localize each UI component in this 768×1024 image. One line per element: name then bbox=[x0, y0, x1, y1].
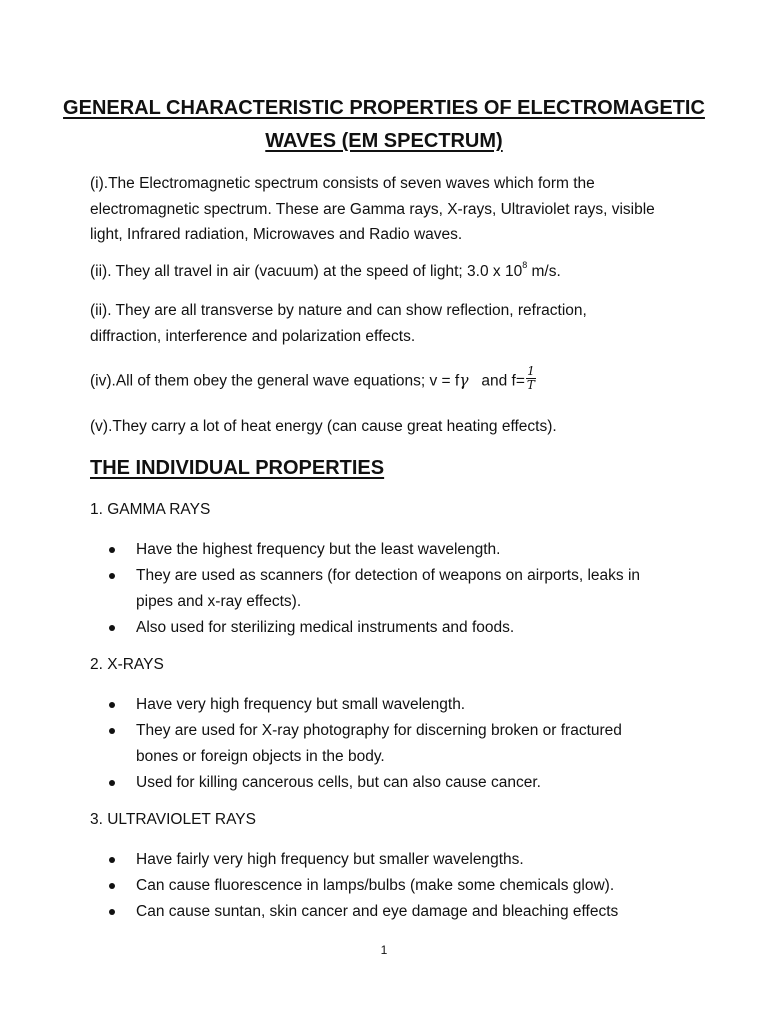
text-line: Have fairly very high frequency but smaller wavelengths. bbox=[136, 851, 524, 868]
bullet-list-gamma bbox=[109, 537, 679, 641]
bullet-icon bbox=[109, 547, 115, 553]
gamma-symbol: γ bbox=[459, 371, 469, 390]
paragraph-speed-of-light bbox=[90, 259, 690, 285]
paragraph-spectrum-intro bbox=[90, 171, 690, 248]
bullet-icon bbox=[109, 625, 115, 631]
text-line: pipes and x-ray effects). bbox=[136, 593, 302, 610]
bullet-icon bbox=[109, 909, 115, 915]
paragraph-heat-energy bbox=[90, 414, 690, 440]
list-item bbox=[109, 899, 679, 925]
list-item bbox=[109, 615, 679, 641]
list-item bbox=[109, 563, 679, 615]
text-line: Used for killing cancerous cells, but can also cause cancer. bbox=[136, 774, 541, 791]
equation-text-2: and f= bbox=[468, 372, 525, 390]
text-line: Can cause suntan, skin cancer and eye damage and bleaching effects bbox=[136, 903, 619, 920]
bullet-list-ultraviolet bbox=[109, 847, 679, 925]
text-line: Have the highest frequency but the least wavelength. bbox=[136, 541, 501, 558]
bullet-list-xrays bbox=[109, 692, 679, 796]
section-title-gamma: 1. GAMMA RAYS bbox=[90, 501, 211, 518]
text-line: (ii). They are all transverse by nature and can show reflection, refraction, bbox=[90, 302, 587, 319]
text-line: (i).The Electromagnetic spectrum consists of seven waves which form the bbox=[90, 175, 595, 192]
text-line: bones or foreign objects in the body. bbox=[136, 748, 385, 765]
text-line bbox=[90, 259, 690, 285]
speed-unit: m/s. bbox=[527, 263, 561, 280]
section-heading: THE INDIVIDUAL PROPERTIES bbox=[90, 457, 385, 479]
bullet-icon bbox=[109, 780, 115, 786]
exponent: 8 bbox=[522, 259, 528, 270]
list-item bbox=[109, 692, 679, 718]
fraction-numerator: 1 bbox=[527, 364, 535, 378]
text-line: They are used for X-ray photography for discerning broken or fractured bbox=[136, 722, 622, 739]
bullet-icon bbox=[109, 573, 115, 579]
fraction-denominator: T bbox=[526, 378, 535, 392]
equation-text: (iv).All of them obey the general wave equations; v = f bbox=[90, 372, 460, 390]
fraction-one-over-t bbox=[526, 365, 536, 392]
list-item bbox=[109, 770, 679, 796]
list-item bbox=[109, 537, 679, 563]
document-title-line-2: WAVES (EM SPECTRUM) bbox=[265, 130, 503, 152]
text-line: Can cause fluorescence in lamps/bulbs (make some chemicals glow). bbox=[136, 877, 615, 894]
text-line: Have very high frequency but small wavelength. bbox=[136, 696, 466, 713]
section-title-ultraviolet: 3. ULTRAVIOLET RAYS bbox=[90, 811, 256, 828]
list-item bbox=[109, 718, 679, 770]
bullet-icon bbox=[109, 883, 115, 889]
bullet-icon bbox=[109, 857, 115, 863]
text-line: light, Infrared radiation, Microwaves and Radio waves. bbox=[90, 226, 463, 243]
paragraph-transverse bbox=[90, 298, 690, 349]
text-line: (v).They carry a lot of heat energy (can cause great heating effects). bbox=[90, 418, 557, 435]
section-title-xrays: 2. X-RAYS bbox=[90, 656, 164, 673]
paragraph-wave-equation bbox=[90, 364, 690, 395]
page-number: 1 bbox=[380, 943, 388, 957]
text-line bbox=[90, 364, 690, 395]
list-item bbox=[109, 873, 679, 899]
bullet-icon bbox=[109, 728, 115, 734]
text-line: Also used for sterilizing medical instruments and foods. bbox=[136, 619, 515, 636]
document-title-line-1: GENERAL CHARACTERISTIC PROPERTIES OF ELECTROMAGETIC bbox=[63, 97, 705, 119]
bullet-icon bbox=[109, 702, 115, 708]
list-item bbox=[109, 847, 679, 873]
text-line: They are used as scanners (for detection of weapons on airports, leaks in bbox=[136, 567, 641, 584]
speed-text: (ii). They all travel in air (vacuum) at the speed of light; 3.0 x 10 bbox=[90, 263, 523, 280]
text-line: electromagnetic spectrum. These are Gamma rays, X-rays, Ultraviolet rays, visible bbox=[90, 200, 655, 218]
text-line: diffraction, interference and polarization effects. bbox=[90, 327, 416, 345]
